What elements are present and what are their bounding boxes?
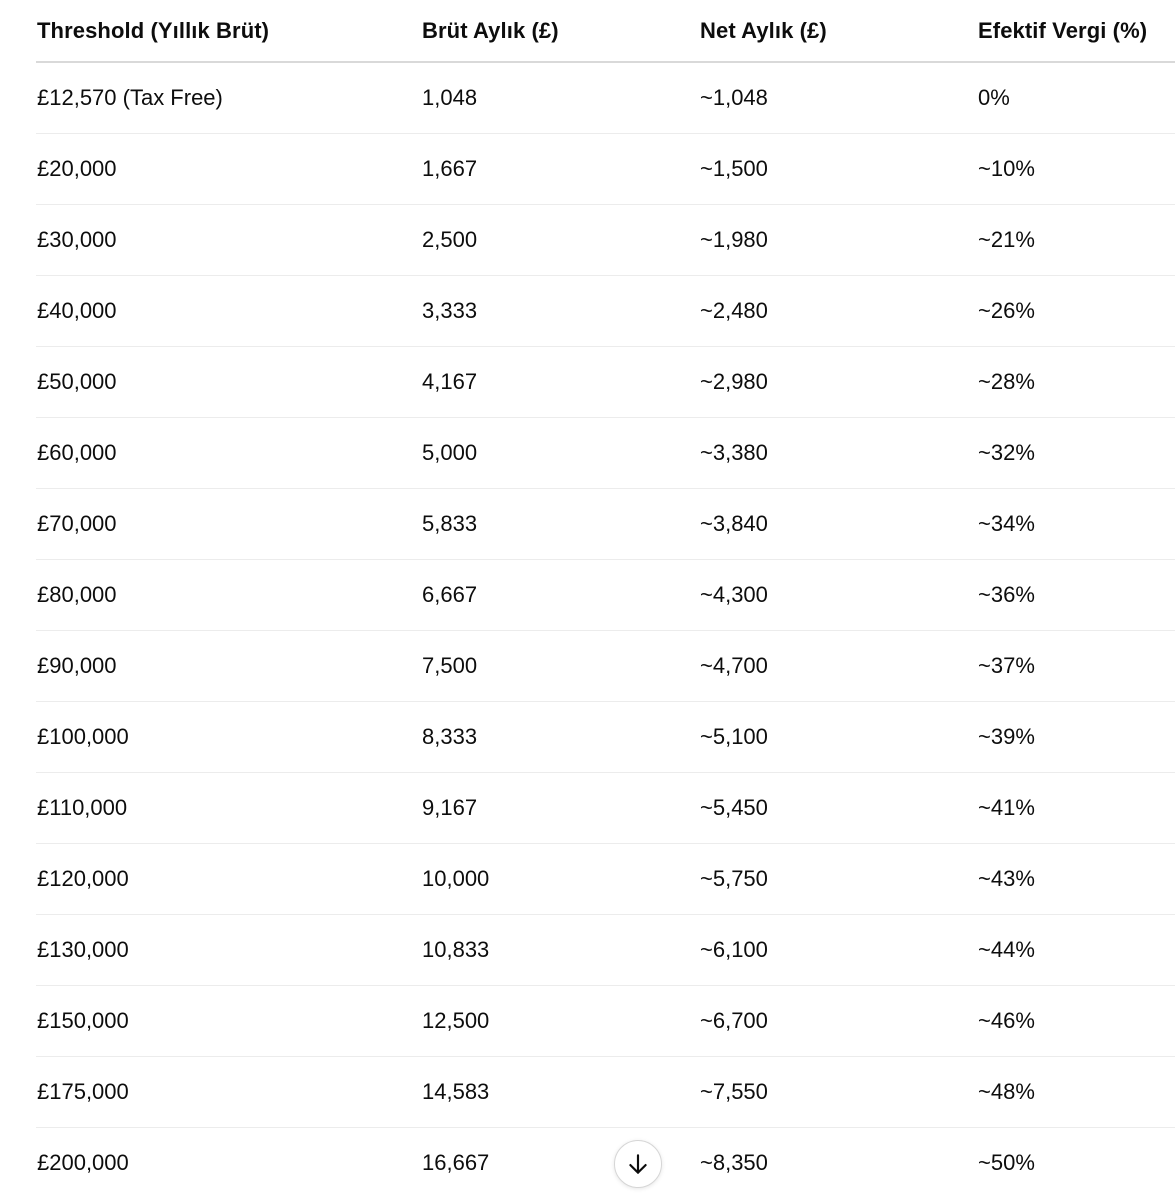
net-monthly-cell: ~5,100	[699, 702, 977, 773]
gross-monthly-cell: 14,583	[421, 1057, 699, 1128]
net-monthly-cell: ~4,300	[699, 560, 977, 631]
net-monthly-cell: ~6,700	[699, 986, 977, 1057]
net-monthly-cell: ~2,980	[699, 347, 977, 418]
threshold-cell: £12,570 (Tax Free)	[36, 62, 421, 134]
gross-monthly-cell: 9,167	[421, 773, 699, 844]
net-monthly-cell: ~3,840	[699, 489, 977, 560]
net-monthly-cell: ~7,550	[699, 1057, 977, 1128]
effective-tax-cell: ~46%	[977, 986, 1175, 1057]
threshold-cell: £175,000	[36, 1057, 421, 1128]
threshold-cell: £150,000	[36, 986, 421, 1057]
effective-tax-cell: ~41%	[977, 773, 1175, 844]
gross-monthly-cell: 5,833	[421, 489, 699, 560]
effective-tax-cell: ~34%	[977, 489, 1175, 560]
net-monthly-cell: ~6,100	[699, 915, 977, 986]
threshold-cell: £40,000	[36, 276, 421, 347]
table-row	[36, 915, 1175, 986]
effective-tax-cell: ~28%	[977, 347, 1175, 418]
column-header-gross-monthly: Brüt Aylık (£)	[421, 0, 699, 62]
column-header-threshold: Threshold (Yıllık Brüt)	[36, 0, 421, 62]
table-row	[36, 134, 1175, 205]
threshold-cell: £80,000	[36, 560, 421, 631]
column-header-effective-tax: Efektif Vergi (%)	[977, 0, 1175, 62]
effective-tax-cell: ~39%	[977, 702, 1175, 773]
net-monthly-cell: ~2,480	[699, 276, 977, 347]
gross-monthly-cell: 16,667	[422, 1150, 490, 1175]
effective-tax-cell: ~36%	[977, 560, 1175, 631]
threshold-cell: £200,000	[37, 1150, 129, 1175]
net-monthly-cell: ~3,380	[699, 418, 977, 489]
table-row	[36, 986, 1175, 1057]
threshold-cell: £100,000	[36, 702, 421, 773]
effective-tax-cell: ~37%	[977, 631, 1175, 702]
net-monthly-cell: ~8,350	[700, 1150, 768, 1175]
table-row	[36, 702, 1175, 773]
effective-tax-cell: ~21%	[977, 205, 1175, 276]
table-header	[36, 0, 1175, 62]
gross-monthly-cell: 4,167	[421, 347, 699, 418]
gross-monthly-cell: 2,500	[421, 205, 699, 276]
gross-monthly-cell: 6,667	[421, 560, 699, 631]
effective-tax-cell: ~26%	[977, 276, 1175, 347]
effective-tax-cell: ~50%	[978, 1150, 1035, 1175]
arrow-down-icon	[625, 1151, 651, 1177]
gross-monthly-cell: 7,500	[421, 631, 699, 702]
gross-monthly-cell: 10,833	[421, 915, 699, 986]
effective-tax-cell: ~43%	[977, 844, 1175, 915]
gross-monthly-cell: 5,000	[421, 418, 699, 489]
threshold-cell: £20,000	[36, 134, 421, 205]
tax-table-container	[36, 0, 1175, 1198]
gross-monthly-cell: 8,333	[421, 702, 699, 773]
threshold-cell: £50,000	[36, 347, 421, 418]
threshold-cell: £120,000	[36, 844, 421, 915]
gross-monthly-cell: 10,000	[421, 844, 699, 915]
gross-monthly-cell: 12,500	[421, 986, 699, 1057]
scroll-to-bottom-button[interactable]	[614, 1140, 662, 1188]
table-row	[36, 489, 1175, 560]
table-row	[36, 418, 1175, 489]
tax-threshold-table	[36, 0, 1175, 1198]
net-monthly-cell: ~1,048	[699, 62, 977, 134]
threshold-cell: £30,000	[36, 205, 421, 276]
table-row	[36, 276, 1175, 347]
effective-tax-cell: 0%	[977, 62, 1175, 134]
effective-tax-cell: ~48%	[977, 1057, 1175, 1128]
net-monthly-cell: ~1,980	[699, 205, 977, 276]
effective-tax-cell: ~10%	[977, 134, 1175, 205]
effective-tax-cell: ~32%	[977, 418, 1175, 489]
table-row	[36, 844, 1175, 915]
threshold-cell: £70,000	[36, 489, 421, 560]
table-row	[36, 205, 1175, 276]
table-body	[36, 62, 1175, 1198]
table-row	[36, 773, 1175, 844]
net-monthly-cell: ~4,700	[699, 631, 977, 702]
net-monthly-cell: ~5,750	[699, 844, 977, 915]
gross-monthly-cell: 1,667	[421, 134, 699, 205]
threshold-cell: £60,000	[36, 418, 421, 489]
gross-monthly-cell: 1,048	[421, 62, 699, 134]
threshold-cell: £110,000	[36, 773, 421, 844]
header-row	[36, 0, 1175, 62]
net-monthly-cell: ~1,500	[699, 134, 977, 205]
table-row	[36, 631, 1175, 702]
column-header-net-monthly: Net Aylık (£)	[699, 0, 977, 62]
effective-tax-cell: ~44%	[977, 915, 1175, 986]
table-row	[36, 560, 1175, 631]
net-monthly-cell: ~5,450	[699, 773, 977, 844]
table-row	[36, 1057, 1175, 1128]
threshold-cell: £130,000	[36, 915, 421, 986]
gross-monthly-cell: 3,333	[421, 276, 699, 347]
table-row	[36, 347, 1175, 418]
table-row	[36, 1128, 1175, 1199]
threshold-cell: £90,000	[36, 631, 421, 702]
table-row	[36, 62, 1175, 134]
